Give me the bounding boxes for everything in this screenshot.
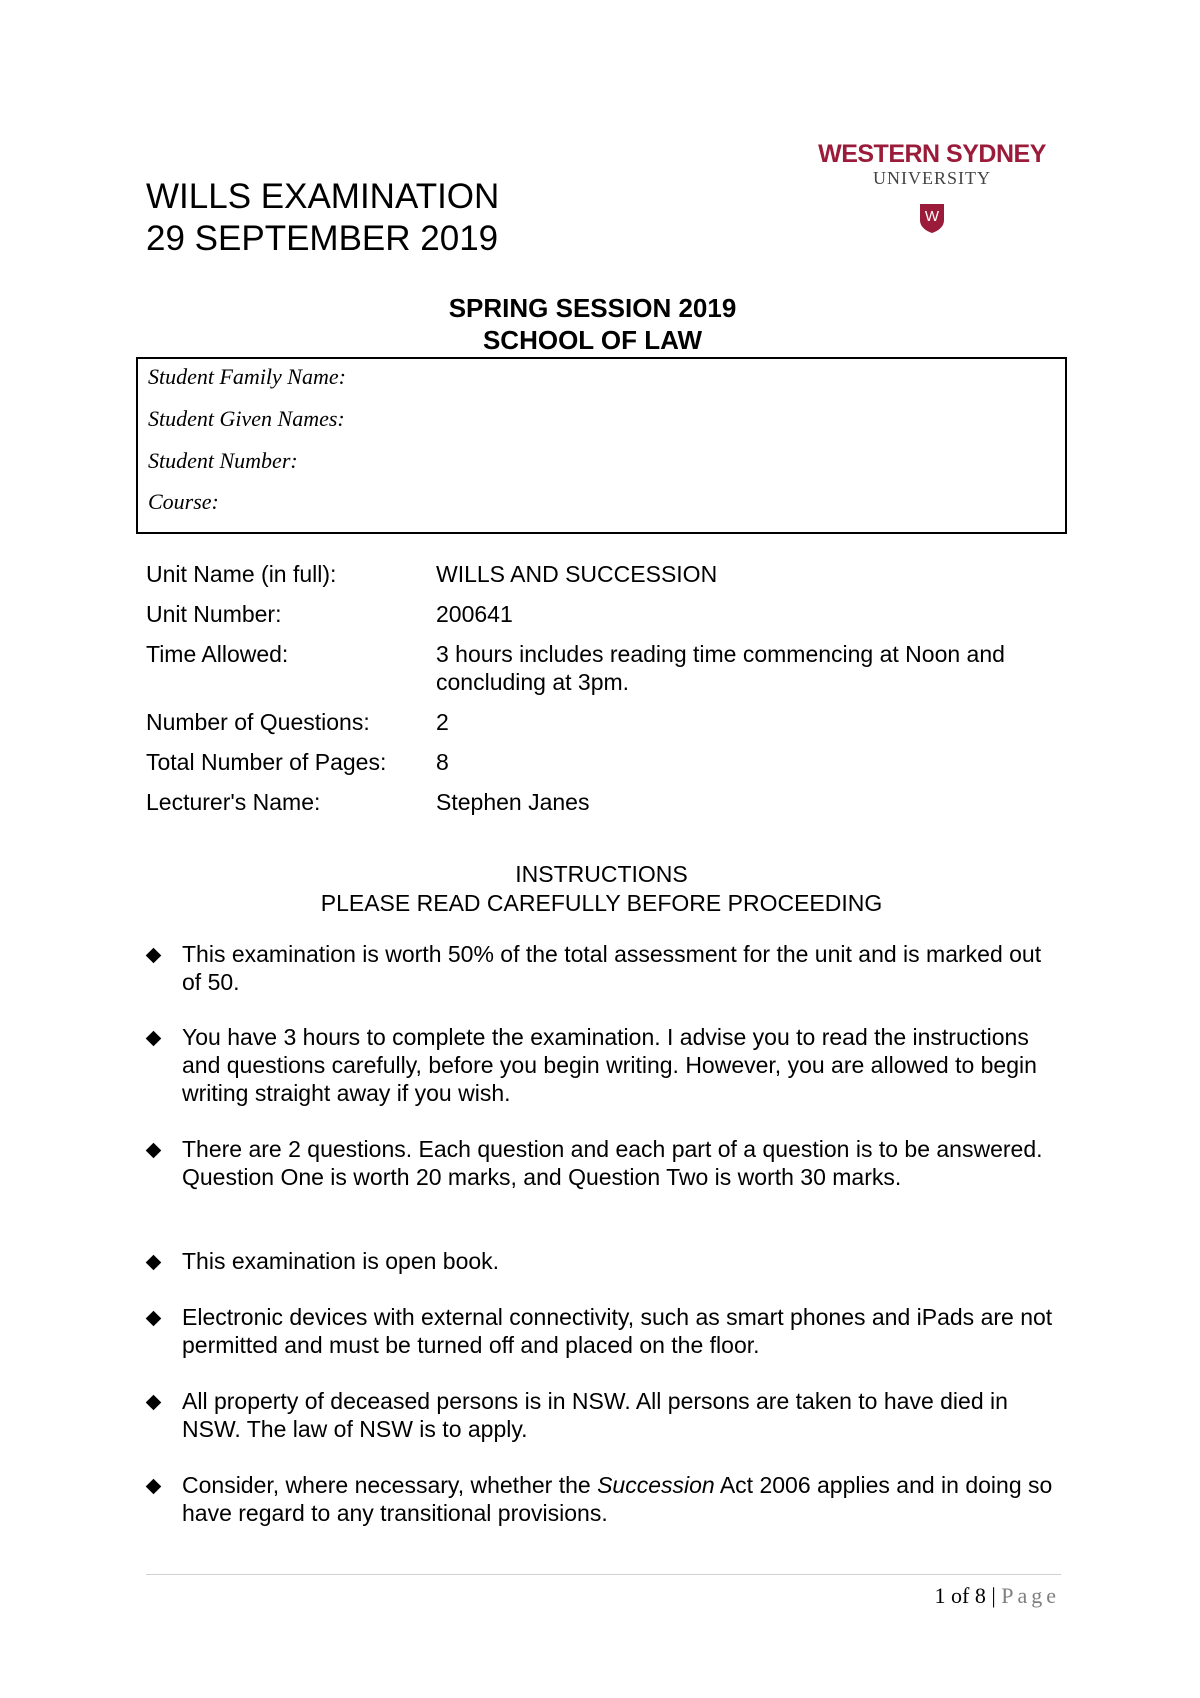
- page-footer: [0, 1582, 1060, 1610]
- list-item-text: Consider, where necessary, whether the Succession Act 2006 applies and in doing so have regard to any transitional provisions.: [182, 1472, 1053, 1526]
- list-item-text: You have 3 hours to complete the examination. I advise you to read the instructions and questions carefully, before you begin writing. However, you are allowed to begin writing straight away if you wish.: [182, 1024, 1037, 1106]
- diamond-bullet-icon: [146, 948, 162, 964]
- diamond-bullet-icon: [146, 1143, 162, 1159]
- list-item-text: All property of deceased persons is in NSW. All persons are taken to have died in NSW. The law of NSW is to apply.: [182, 1388, 1008, 1442]
- student-given-names-label: Student Given Names:: [148, 406, 345, 431]
- course-label: Course:: [148, 489, 219, 514]
- student-details-box: [136, 357, 1067, 534]
- list-item-text: There are 2 questions. Each question and each part of a question is to be answered. Question One is worth 20 marks, and Question Two is worth 30 marks.: [182, 1136, 1043, 1190]
- exam-title: [146, 176, 499, 260]
- student-family-name-label: Student Family Name:: [148, 364, 346, 389]
- list-item-text: Electronic devices with external connectivity, such as smart phones and iPads are not permitted and must be turned off and placed on the floor.: [182, 1304, 1053, 1358]
- detail-label: Time Allowed:: [146, 641, 289, 667]
- detail-value: WILLS AND SUCCESSION: [436, 561, 718, 587]
- session-heading: SPRING SESSION 2019: [448, 293, 737, 323]
- detail-value: 200641: [436, 601, 513, 627]
- diamond-bullet-icon: [146, 1395, 162, 1411]
- detail-label: Lecturer's Name:: [146, 789, 321, 815]
- logo-subtitle: UNIVERSITY: [873, 168, 991, 188]
- instructions-subheading: PLEASE READ CAREFULLY BEFORE PROCEEDING: [320, 890, 883, 916]
- list-item-text: This examination is open book.: [182, 1248, 500, 1274]
- diamond-bullet-icon: [146, 1031, 162, 1047]
- page-word: Page: [1001, 1583, 1060, 1608]
- instructions-heading: INSTRUCTIONS: [515, 861, 688, 887]
- act-name-italic: Succession: [597, 1472, 715, 1498]
- school-heading: SCHOOL OF LAW: [482, 325, 703, 355]
- detail-label: Unit Name (in full):: [146, 561, 337, 587]
- footer-divider: [146, 1574, 1061, 1575]
- diamond-bullet-icon: [146, 1255, 162, 1271]
- list-item-text: This examination is worth 50% of the total assessment for the unit and is marked out of 50.: [182, 941, 1042, 995]
- diamond-bullet-icon: [146, 1479, 162, 1495]
- detail-label: Number of Questions:: [146, 709, 370, 735]
- detail-value: 8: [436, 749, 449, 775]
- detail-value: 3 hours includes reading time commencing at Noon and concluding at 3pm.: [436, 641, 1005, 695]
- exam-title-line1: WILLS EXAMINATION: [146, 177, 500, 216]
- detail-label: Total Number of Pages:: [146, 749, 387, 775]
- university-logo: [818, 140, 1046, 236]
- student-number-label: Student Number:: [148, 448, 298, 473]
- detail-value: Stephen Janes: [436, 789, 590, 815]
- page-number: 1 of 8 |: [934, 1583, 1002, 1608]
- exam-date: 29 SEPTEMBER 2019: [146, 219, 499, 258]
- diamond-bullet-icon: [146, 1311, 162, 1327]
- logo-wordmark: WESTERN SYDNEY: [818, 140, 1046, 168]
- detail-value: 2: [436, 709, 449, 735]
- detail-label: Unit Number:: [146, 601, 282, 627]
- svg-text:W: W: [924, 208, 940, 225]
- shield-icon: [918, 202, 946, 234]
